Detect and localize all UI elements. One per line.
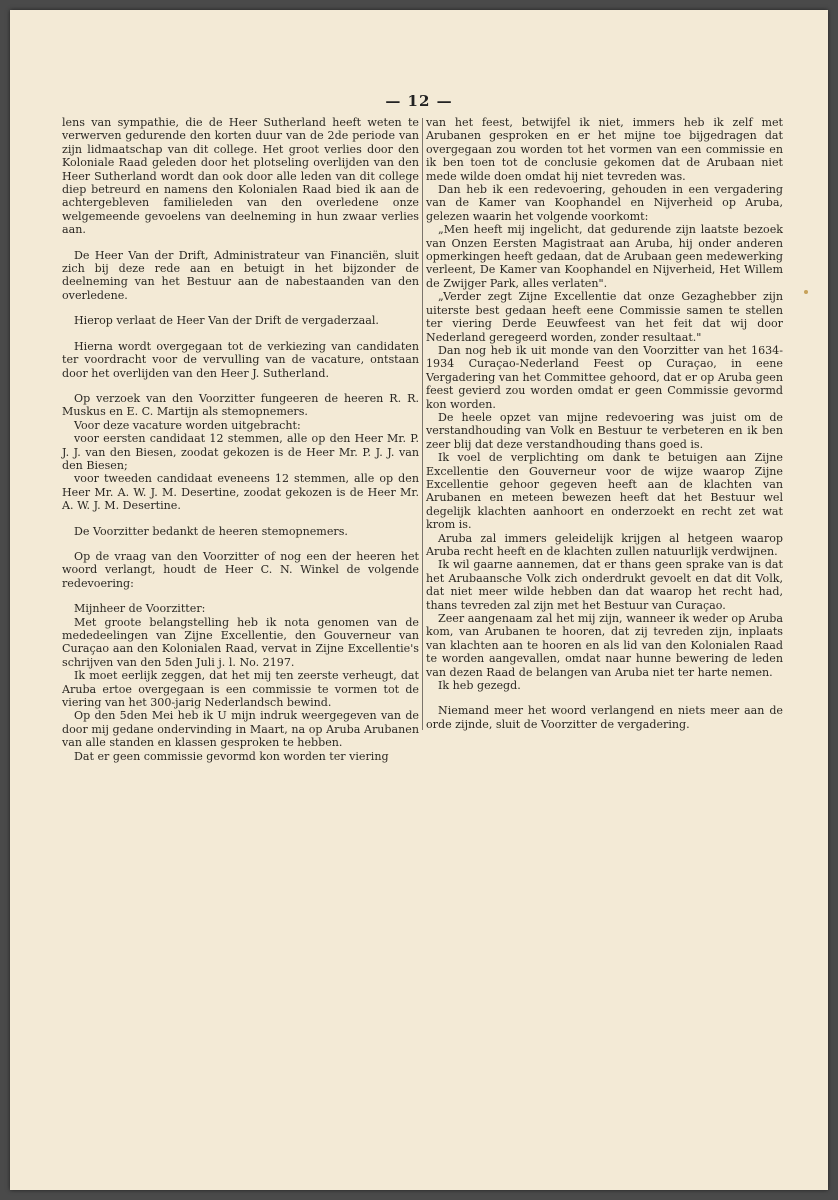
paragraph: Mijnheer de Voorzitter: xyxy=(74,602,206,616)
paragraph: Dan heb ik een redevoering, gehouden in een vergadering van de Kamer van Koophandel en Nijverheid op Aruba, gelezen waarin het volgende voorkomt: xyxy=(426,183,783,223)
paragraph: Ik wil gaarne aannemen, dat er thans geen sprake van is dat het Arubaansche Volk zich onderdrukt gevoelt en dat dit Volk, dat niet meer wilde hebben dan dat waarop het recht had, thans tevreden zal zijn met het Bestuur van Curaçao. xyxy=(426,558,783,612)
punch-mark xyxy=(804,290,808,294)
right-column xyxy=(426,116,783,731)
paragraph: Dat er geen commissie gevormd kon worden ter viering xyxy=(74,749,389,763)
paragraph: Hierna wordt overgegaan tot de verkiezing van candidaten ter voordracht voor de vervulling van de vacature, ontstaan door het overlijden van den Heer J. Sutherland. xyxy=(62,339,419,380)
paragraph: voor eersten candidaat 12 stemmen, alle op den Heer Mr. P. J. J. van den Biesen, zoodat gekozen is de Heer Mr. P. J. J. van den Biesen; xyxy=(62,432,419,472)
paragraph: voor tweeden candidaat eveneens 12 stemmen, alle op den Heer Mr. A. W. J. M. Desertine, zoodat gekozen is de Heer Mr. A. W. J. M. Desertine. xyxy=(62,472,419,513)
paragraph: Voor deze vacature worden uitgebracht: xyxy=(74,418,301,432)
document-page xyxy=(10,10,828,1190)
paragraph: „Men heeft mij ingelicht, dat gedurende zijn laatste bezoek van Onzen Eersten Magistraat aan Aruba, hij onder anderen opmerkingen heeft gedaan, dat de Arubaan geen medewerking verleent, De Kamer van Koophandel en Nijverheid, Het Willem de Zwijger Park, alles verlaten". xyxy=(426,223,783,290)
paragraph: Op den 5den Mei heb ik U mijn indruk weergegeven van de door mij gedane ondervinding in Maart, na op Aruba Arubanen van alle standen en klassen gesproken te hebben. xyxy=(62,709,419,750)
column-divider xyxy=(422,118,423,730)
paragraph: Op de vraag van den Voorzitter of nog een der heeren het woord verlangt, houdt de Heer C. N. Winkel de volgende redevoering: xyxy=(62,549,419,590)
paragraph: lens van sympathie, die de Heer Sutherland heeft weten te verwerven gedurende den korten duur van de 2de periode van zijn lidmaatschap van dit college. Het groot verlies door den Koloniale Raad geleden door het plotseling overlijden van den Heer Sutherland wordt dan ook door alle leden van dit college diep betreurd en namens den Kolonialen Raad bied ik aan de achtergebleven familieleden van den overledene onze welgemeende gevoelens van deelneming in hun zwaar verlies aan. xyxy=(62,116,419,237)
paragraph: Met groote belangstelling heb ik nota genomen van de mededeelingen van Zijne Excellentie, den Gouverneur van Curaçao aan den Kolonialen Raad, vervat in Zijne Excellentie's schrijven van den 5den Juli j. l. No. 2197. xyxy=(62,615,419,669)
paragraph: De Heer Van der Drift, Administrateur van Financiën, sluit zich bij deze rede aan en betuigt in het bijzonder de deelneming van het Bestuur aan de nabestaanden van den overledene. xyxy=(62,248,419,302)
paragraph: Zeer aangenaam zal het mij zijn, wanneer ik weder op Aruba kom, van Arubanen te hooren, dat zij tevreden zijn, inplaats van klachten aan te hooren en als lid van den Kolonialen Raad te worden aangevallen, omdat naar hunne bewering de leden van dezen Raad de belangen van Aruba niet ter harte nemen. xyxy=(426,612,783,679)
paragraph: Ik moet eerlijk zeggen, dat het mij ten zeerste verheugt, dat Aruba ertoe overgegaan is een commissie te vormen tot de viering van het 300-jarig Nederlandsch bewind. xyxy=(62,669,419,710)
paragraph: Op verzoek van den Voorzitter fungeeren de heeren R. R. Muskus en E. C. Martijn als stemopnemers. xyxy=(62,391,419,419)
page-number: — 12 — xyxy=(385,92,453,110)
left-column xyxy=(62,116,419,763)
paragraph: Ik heb gezegd. xyxy=(438,679,521,693)
paragraph: Hierop verlaat de Heer Van der Drift de vergaderzaal. xyxy=(74,314,379,328)
paragraph: Niemand meer het woord verlangend en niets meer aan de orde zijnde, sluit de Voorzitter de vergadering. xyxy=(426,704,783,731)
paragraph: „Verder zegt Zijne Excellentie dat onze Gezaghebber zijn uiterste best gedaan heeft eene Commissie samen te stellen ter viering Derde Eeuwfeest van het feit dat wij door Nederland geregeerd worden, zonder resultaat." xyxy=(426,290,783,344)
paragraph: Aruba zal immers geleidelijk krijgen al hetgeen waarop Aruba recht heeft en de klachten zullen natuurlijk verdwijnen. xyxy=(426,531,783,558)
paragraph: van het feest, betwijfel ik niet, immers heb ik zelf met Arubanen gesproken en er het mijne toe bijgedragen dat overgegaan zou worden tot het vormen van een commissie en ik ben toen tot de conclusie gekomen dat de Arubaan niet mede wilde doen omdat hij niet tevreden was. xyxy=(426,116,783,183)
paragraph: De Voorzitter bedankt de heeren stemopnemers. xyxy=(74,524,348,538)
paragraph: De heele opzet van mijne redevoering was juist om de verstandhouding van Volk en Bestuur te verbeteren en ik ben zeer blij dat deze verstandhouding thans goed is. xyxy=(426,410,783,451)
paragraph: Dan nog heb ik uit monde van den Voorzitter van het 1634-1934 Curaçao-Nederland Feest op Curaçao, in eene Vergadering van het Committee gehoord, dat er op Aruba geen feest gevierd zou worden omdat er geen Commissie gevormd kon worden. xyxy=(426,343,783,411)
paragraph: Ik voel de verplichting om dank te betuigen aan Zijne Excellentie den Gouverneur voor de wijze waarop Zijne Excellentie gehoor gegeven heeft aan de klachten van Arubanen en meteen bewezen heeft dat het Bestuur wel degelijk klachten aanhoort en onderzoekt en recht zet wat krom is. xyxy=(426,451,783,532)
